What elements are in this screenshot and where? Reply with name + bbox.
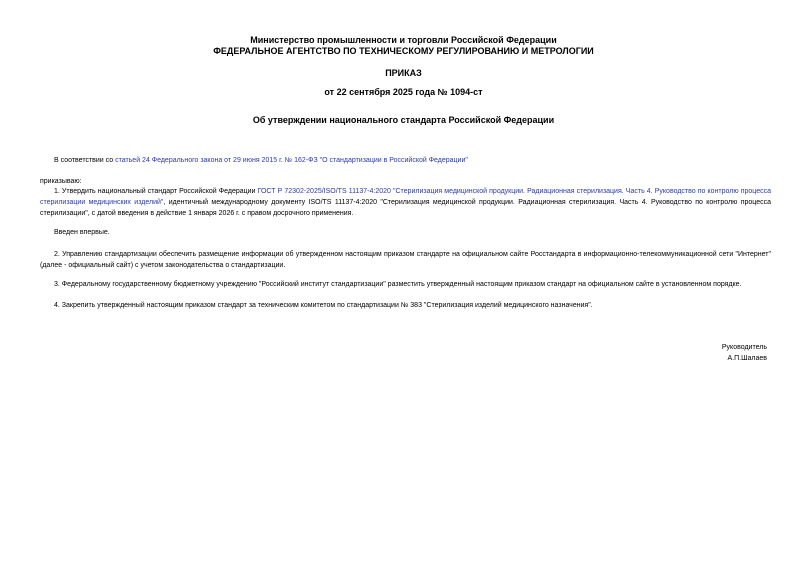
order-word: приказываю: [40,178,82,185]
ministry-name: Министерство промышленности и торговли Российской Федерации [250,35,557,45]
document-subject: Об утверждении национального стандарта Российской Федерации [252,115,555,125]
item-1-paragraph [40,186,771,219]
item-4-paragraph: 4. Закрепить утвержденный настоящим приказом стандарт за техническим комитетом по стандартизации № 383 "Стерилизация изделий медицинского назначения". [54,302,593,309]
document-date-number: от 22 сентября 2025 года № 1094-ст [324,87,483,97]
preamble-prefix: В соответствии со [54,157,116,164]
item-2-paragraph: 2. Управлению стандартизации обеспечить размещение информации об утвержденном настоящим приказом стандарте на официальном сайте Росстандарта в информационно-телекоммуникационной сети "Интернет" (далее - официальный сайт) с учетом законодательства о стандартизации. [40,251,771,269]
preamble-paragraph [40,155,771,166]
signature-name: А.П.Шалаев [727,355,767,362]
item-3-paragraph: 3. Федеральному государственному бюджетному учреждению "Российский институт стандартизации" разместить утвержденный настоящим приказом стандарт на официальном сайте в установленном порядке. [54,281,742,288]
gost-standard-link[interactable]: ГОСТ Р 72302-2025/ISO/TS 11137-4:2020 "Стерилизация медицинской продукции. Радиационная стерилизация. Часть 4. Руководство по контролю процесса стерилизации медицинских изделий" [40,188,772,206]
signature-title: Руководитель [721,344,767,351]
introduced-first-time: Введен впервые. [54,229,110,236]
document-type: ПРИКАЗ [385,68,422,78]
agency-name: ФЕДЕРАЛЬНОЕ АГЕНТСТВО ПО ТЕХНИЧЕСКОМУ РЕГУЛИРОВАНИЮ И МЕТРОЛОГИИ [213,46,594,56]
federal-law-link[interactable]: статьей 24 Федерального закона от 29 июня 2015 г. № 162-ФЗ "О стандартизации в Российской Федерации" [115,157,468,164]
item-1-suffix: , идентичный международному документу ISO/TS 11137-4:2020 "Стерилизация медицинской продукции. Радиационная стерилизация. Часть 4. Руководство по контролю процесса стерилизации", с датой введения в действие 1 января 2026 г. с правом досрочного применения. [40,199,772,217]
item-1-prefix: 1. Утвердить национальный стандарт Российской Федерации [54,188,258,195]
